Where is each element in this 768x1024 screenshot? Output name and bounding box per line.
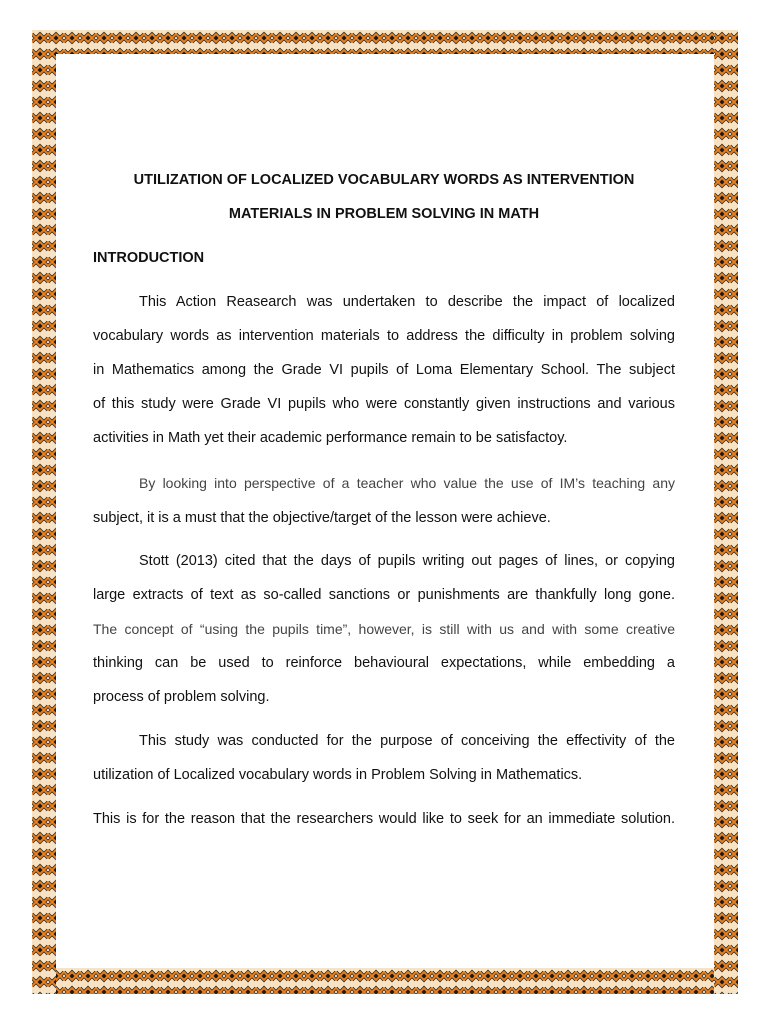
paragraph-line: subject, it is a must that the objective/target of the lesson were achieve.	[93, 510, 551, 526]
paragraph-line: vocabulary words as intervention materials to address the difficulty in problem solving	[93, 328, 675, 344]
paragraph-line: This Action Reasearch was undertaken to describe the impact of localized	[139, 294, 675, 310]
right-border-decoration-icon	[714, 30, 738, 994]
paragraph-line: Stott (2013) cited that the days of pupils writing out pages of lines, or copying	[139, 553, 675, 569]
document-title-line-1: UTILIZATION OF LOCALIZED VOCABULARY WORDS AS INTERVENTION	[133, 172, 635, 188]
paragraph-line: activities in Math yet their academic performance remain to be satisfactoy.	[93, 430, 568, 446]
section-heading-introduction: INTRODUCTION	[93, 250, 205, 266]
top-border-decoration-icon	[32, 30, 738, 54]
paragraph-line: utilization of Localized vocabulary words in Problem Solving in Mathematics.	[93, 767, 583, 783]
paragraph-line: By looking into perspective of a teacher who value the use of IM’s teaching any	[139, 475, 675, 491]
left-border-decoration-icon	[32, 30, 56, 994]
paragraph-line: The concept of “using the pupils time”, however, is still with us and with some creative	[93, 621, 675, 637]
document-title-line-2: MATERIALS IN PROBLEM SOLVING IN MATH	[228, 206, 540, 222]
paragraph-5: This is for the reason that the researchers would like to seek for an immediate solution.	[93, 811, 675, 827]
paragraph-line: in Mathematics among the Grade VI pupils of Loma Elementary School. The subject	[93, 362, 675, 378]
paragraph-line: thinking can be used to reinforce behavioural expectations, while embedding a	[93, 655, 675, 671]
bottom-border-decoration-icon	[32, 968, 738, 994]
paragraph-line: of this study were Grade VI pupils who were constantly given instructions and various	[93, 396, 675, 412]
paragraph-line: large extracts of text as so-called sanctions or punishments are thankfully long gone.	[93, 587, 675, 603]
paragraph-line: process of problem solving.	[93, 689, 270, 705]
paragraph-line: This study was conducted for the purpose of conceiving the effectivity of the	[139, 733, 675, 749]
